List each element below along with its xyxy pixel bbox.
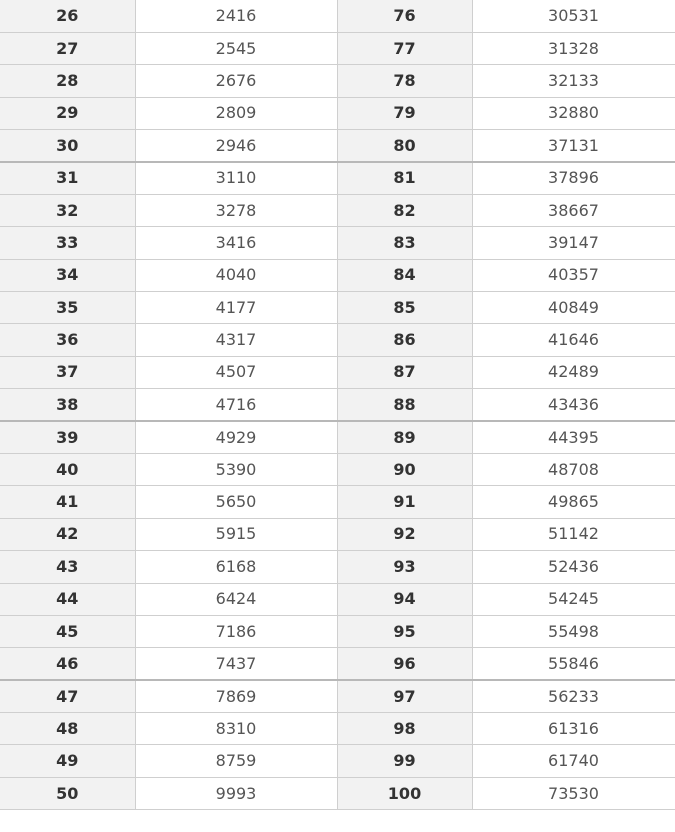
table-row — [0, 486, 675, 518]
level-cell-right: 98 — [337, 713, 472, 745]
table-row — [0, 32, 675, 64]
value-cell-right: 61740 — [472, 745, 675, 777]
level-cell-left: 45 — [0, 615, 135, 647]
table-row — [0, 194, 675, 226]
value-cell-left: 3416 — [135, 227, 337, 259]
value-cell-right: 41646 — [472, 324, 675, 356]
value-cell-left: 4929 — [135, 421, 337, 453]
table-row — [0, 518, 675, 550]
value-cell-left: 8310 — [135, 713, 337, 745]
value-cell-left: 2809 — [135, 97, 337, 129]
table-row — [0, 648, 675, 680]
table-row — [0, 453, 675, 485]
level-cell-left: 44 — [0, 583, 135, 615]
level-cell-right: 94 — [337, 583, 472, 615]
level-cell-left: 43 — [0, 551, 135, 583]
table-row — [0, 97, 675, 129]
level-cell-left: 26 — [0, 0, 135, 32]
level-cell-right: 97 — [337, 680, 472, 712]
value-cell-right: 73530 — [472, 777, 675, 809]
level-cell-left: 33 — [0, 227, 135, 259]
table-row — [0, 389, 675, 421]
level-cell-left: 38 — [0, 389, 135, 421]
value-cell-right: 48708 — [472, 453, 675, 485]
level-cell-left: 41 — [0, 486, 135, 518]
level-cell-right: 99 — [337, 745, 472, 777]
table-row — [0, 65, 675, 97]
table-row — [0, 551, 675, 583]
level-cell-right: 81 — [337, 162, 472, 194]
value-cell-left: 4507 — [135, 356, 337, 388]
level-cell-right: 95 — [337, 615, 472, 647]
value-cell-right: 37896 — [472, 162, 675, 194]
level-cell-left: 29 — [0, 97, 135, 129]
value-cell-left: 6424 — [135, 583, 337, 615]
level-cell-right: 80 — [337, 130, 472, 162]
value-cell-right: 42489 — [472, 356, 675, 388]
value-cell-right: 40849 — [472, 292, 675, 324]
value-cell-left: 8759 — [135, 745, 337, 777]
level-cell-right: 78 — [337, 65, 472, 97]
table-row — [0, 421, 675, 453]
value-cell-left: 5915 — [135, 518, 337, 550]
value-cell-left: 4040 — [135, 259, 337, 291]
table-row — [0, 162, 675, 194]
value-cell-left: 7869 — [135, 680, 337, 712]
level-cell-right: 77 — [337, 32, 472, 64]
value-cell-right: 30531 — [472, 0, 675, 32]
value-cell-left: 4716 — [135, 389, 337, 421]
value-cell-left: 5650 — [135, 486, 337, 518]
table-row — [0, 130, 675, 162]
level-cell-right: 86 — [337, 324, 472, 356]
value-cell-left: 3110 — [135, 162, 337, 194]
table-row — [0, 583, 675, 615]
value-cell-left: 2545 — [135, 32, 337, 64]
value-cell-left: 4177 — [135, 292, 337, 324]
table-row — [0, 745, 675, 777]
value-cell-right: 44395 — [472, 421, 675, 453]
value-cell-right: 39147 — [472, 227, 675, 259]
level-cell-right: 90 — [337, 453, 472, 485]
level-cell-right: 79 — [337, 97, 472, 129]
table-row — [0, 259, 675, 291]
level-cell-right: 82 — [337, 194, 472, 226]
value-cell-left: 2416 — [135, 0, 337, 32]
value-cell-right: 32133 — [472, 65, 675, 97]
level-cell-left: 32 — [0, 194, 135, 226]
value-cell-right: 40357 — [472, 259, 675, 291]
value-cell-right: 43436 — [472, 389, 675, 421]
value-cell-right: 56233 — [472, 680, 675, 712]
value-cell-right: 51142 — [472, 518, 675, 550]
level-cell-left: 37 — [0, 356, 135, 388]
table-row — [0, 777, 675, 809]
value-cell-right: 32880 — [472, 97, 675, 129]
level-cell-left: 30 — [0, 130, 135, 162]
value-cell-right: 55846 — [472, 648, 675, 680]
table-row — [0, 356, 675, 388]
table-row — [0, 615, 675, 647]
value-cell-left: 6168 — [135, 551, 337, 583]
level-cell-left: 42 — [0, 518, 135, 550]
value-cell-left: 7437 — [135, 648, 337, 680]
level-cell-left: 35 — [0, 292, 135, 324]
level-cell-right: 88 — [337, 389, 472, 421]
value-cell-left: 5390 — [135, 453, 337, 485]
level-cell-left: 28 — [0, 65, 135, 97]
value-cell-left: 7186 — [135, 615, 337, 647]
level-cell-left: 39 — [0, 421, 135, 453]
level-cell-left: 50 — [0, 777, 135, 809]
table-row — [0, 324, 675, 356]
level-cell-right: 96 — [337, 648, 472, 680]
value-cell-left: 2946 — [135, 130, 337, 162]
level-cell-left: 27 — [0, 32, 135, 64]
level-cell-left: 46 — [0, 648, 135, 680]
level-cell-right: 76 — [337, 0, 472, 32]
level-cell-right: 100 — [337, 777, 472, 809]
value-cell-left: 4317 — [135, 324, 337, 356]
value-cell-right: 38667 — [472, 194, 675, 226]
table-row — [0, 713, 675, 745]
table-row — [0, 0, 675, 32]
value-cell-right: 52436 — [472, 551, 675, 583]
value-cell-right: 37131 — [472, 130, 675, 162]
value-cell-right: 31328 — [472, 32, 675, 64]
level-cell-left: 48 — [0, 713, 135, 745]
value-cell-left: 9993 — [135, 777, 337, 809]
level-cell-right: 89 — [337, 421, 472, 453]
level-cell-left: 40 — [0, 453, 135, 485]
level-cell-right: 83 — [337, 227, 472, 259]
value-cell-left: 2676 — [135, 65, 337, 97]
level-cell-left: 36 — [0, 324, 135, 356]
value-cell-right: 54245 — [472, 583, 675, 615]
value-cell-right: 61316 — [472, 713, 675, 745]
level-cell-left: 49 — [0, 745, 135, 777]
level-cell-right: 87 — [337, 356, 472, 388]
table-row — [0, 292, 675, 324]
level-cell-right: 85 — [337, 292, 472, 324]
level-cell-right: 84 — [337, 259, 472, 291]
value-cell-left: 3278 — [135, 194, 337, 226]
level-cell-left: 31 — [0, 162, 135, 194]
value-cell-right: 55498 — [472, 615, 675, 647]
table-row — [0, 680, 675, 712]
level-cell-right: 91 — [337, 486, 472, 518]
level-cell-left: 47 — [0, 680, 135, 712]
level-cell-right: 93 — [337, 551, 472, 583]
value-cell-right: 49865 — [472, 486, 675, 518]
table-row — [0, 227, 675, 259]
level-cell-right: 92 — [337, 518, 472, 550]
level-cell-left: 34 — [0, 259, 135, 291]
